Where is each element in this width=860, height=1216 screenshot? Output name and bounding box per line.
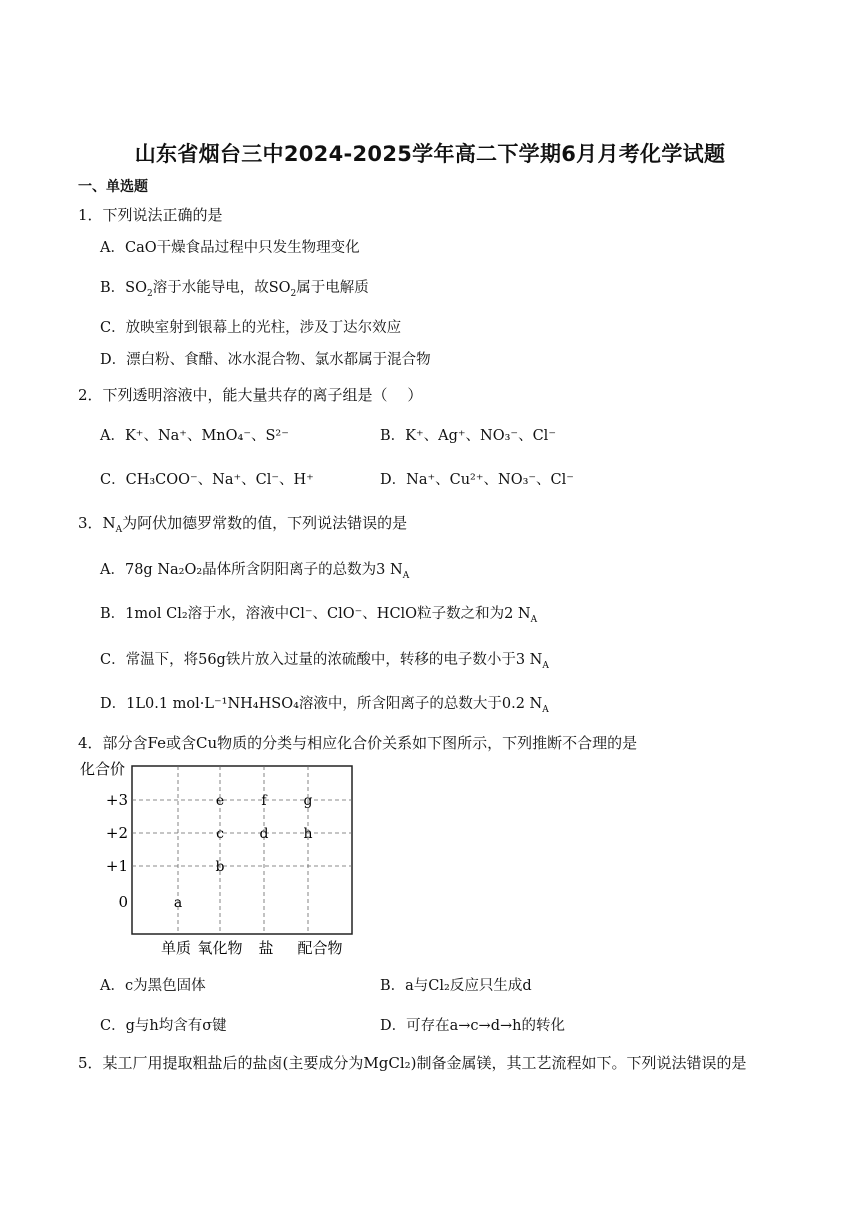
chart-frame: [132, 766, 352, 934]
point-label-g: g: [303, 793, 313, 809]
q4-option-b: B．a与Cl₂反应只生成d: [380, 978, 532, 994]
q1-option-c: C．放映室射到银幕上的光柱，涉及丁达尔效应: [100, 320, 402, 336]
q2-option-d: D．Na⁺、Cu²⁺、NO₃⁻、Cl⁻: [380, 472, 574, 488]
y-tick-label: 0: [118, 893, 128, 911]
chart-ylabel: 化合价: [80, 760, 126, 778]
q4-option-a: A．c为黑色固体: [100, 978, 206, 994]
q4-option-c: C．g与h均含有σ键: [100, 1018, 227, 1034]
point-label-c: c: [216, 826, 224, 842]
valence-chart: [70, 760, 370, 960]
q4-stem: 4．部分含Fe或含Cu物质的分类与相应化合价关系如下图所示，下列推断不合理的是: [78, 734, 638, 752]
q5-stem: 5．某工厂用提取粗盐后的盐卤(主要成分为MgCl₂)制备金属镁，其工艺流程如下。下列说法错误的是: [78, 1054, 747, 1072]
q1-option-d: D．漂白粉、食醋、冰水混合物、氯水都属于混合物: [100, 352, 431, 368]
point-label-b: b: [215, 859, 225, 875]
q3-option-a: A．78g Na₂O₂晶体所含阴阳离子的总数为3 $N_A$: [100, 562, 410, 581]
point-label-a: a: [173, 895, 183, 911]
q4-option-d: D．可存在a→c→d→h的转化: [380, 1018, 565, 1034]
q3-option-b: B．1mol Cl₂溶于水，溶液中Cl⁻、ClO⁻、HClO粒子数之和为2 $N_A$: [100, 606, 538, 625]
category-label: 配合物: [297, 939, 343, 957]
y-tick-label: +2: [105, 824, 128, 842]
q2-option-c: C．CH₃COO⁻、Na⁺、Cl⁻、H⁺: [100, 472, 314, 488]
q2-stem: 2．下列透明溶液中，能大量共存的离子组是（ ）: [78, 386, 423, 404]
q1-stem: 1．下列说法正确的是: [78, 206, 223, 224]
point-label-d: d: [259, 826, 269, 842]
q2-option-b: B．K⁺、Ag⁺、NO₃⁻、Cl⁻: [380, 428, 556, 444]
q3-option-d: D．1L0.1 mol·L⁻¹NH₄HSO₄溶液中，所含阳离子的总数大于0.2 $N_A$: [100, 696, 549, 715]
point-label-f: f: [261, 793, 267, 809]
q3-stem: 3．$N_A$为阿伏加德罗常数的值，下列说法错误的是: [78, 514, 408, 535]
point-label-e: e: [215, 793, 225, 809]
y-tick-label: +1: [105, 857, 128, 875]
category-label: 单质: [160, 939, 192, 957]
q2-option-a: A．K⁺、Na⁺、MnO₄⁻、S²⁻: [100, 428, 289, 444]
q1-option-a: A．CaO干燥食品过程中只发生物理变化: [100, 240, 360, 256]
q1-option-b: B．$SO_2$溶于水能导电，故$SO_2$属于电解质: [100, 280, 369, 299]
point-label-h: h: [303, 826, 313, 842]
page-title: 山东省烟台三中2024-2025学年高二下学期6月月考化学试题: [134, 142, 726, 166]
y-tick-label: +3: [105, 791, 128, 809]
q3-option-c: C．常温下，将56g铁片放入过量的浓硫酸中，转移的电子数小于3 $N_A$: [100, 652, 549, 671]
category-label: 盐: [258, 939, 274, 957]
category-label: 氧化物: [197, 939, 243, 957]
section-heading: 一、单选题: [78, 179, 148, 195]
